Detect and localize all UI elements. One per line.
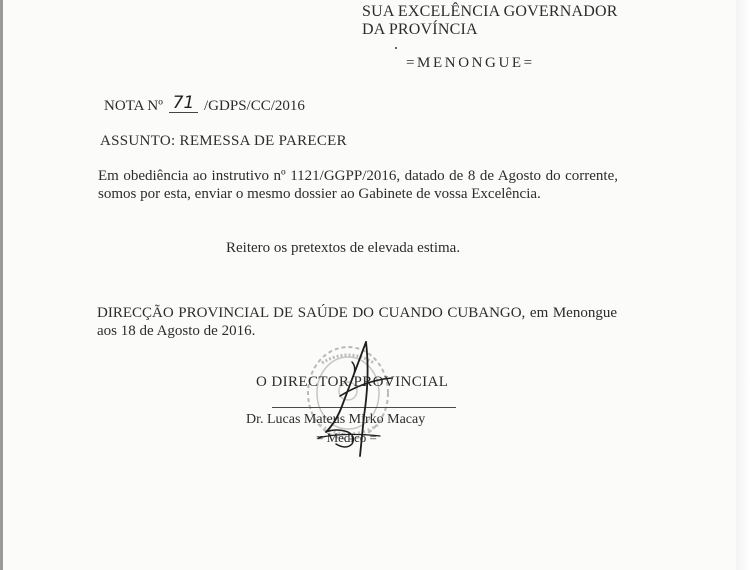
page-left-border xyxy=(0,0,3,570)
handwritten-signature xyxy=(296,336,406,460)
signatory-title: O DIRECTOR PROVINCIAL xyxy=(256,374,449,390)
signatory-name: Dr. Lucas Mateus Mirko Macay xyxy=(246,412,426,427)
addressee-city: =MENONGUE= xyxy=(406,55,535,71)
note-suffix: /GDPS/CC/2016 xyxy=(204,98,305,114)
note-prefix: NOTA Nº xyxy=(104,98,163,114)
closing-line: Reitero os pretextos de elevada estima. xyxy=(226,240,461,256)
ink-speck xyxy=(395,47,397,49)
page-right-border xyxy=(736,0,750,570)
note-reference xyxy=(104,93,305,115)
subject-line: ASSUNTO: REMESSA DE PARECER xyxy=(100,133,347,149)
signatory-role: = Médico = xyxy=(316,430,377,445)
addressee-line-1: SUA EXCELÊNCIA GOVERNADOR xyxy=(362,3,618,20)
note-number-handwritten: 71 xyxy=(169,95,199,113)
body-paragraph: Em obediência ao instrutivo nº 1121/GGPP/2016, datado de 8 de Agosto do corrente, somos por esta, enviar o mesmo dossier ao Gabinete de vossa Excelência. xyxy=(98,168,618,202)
place-and-date: DIRECÇÃO PROVINCIAL DE SAÚDE DO CUANDO CUBANGO, em Menongue aos 18 de Agosto de 2016. xyxy=(97,305,617,339)
addressee-line-2: DA PROVÍNCIA xyxy=(362,21,478,38)
